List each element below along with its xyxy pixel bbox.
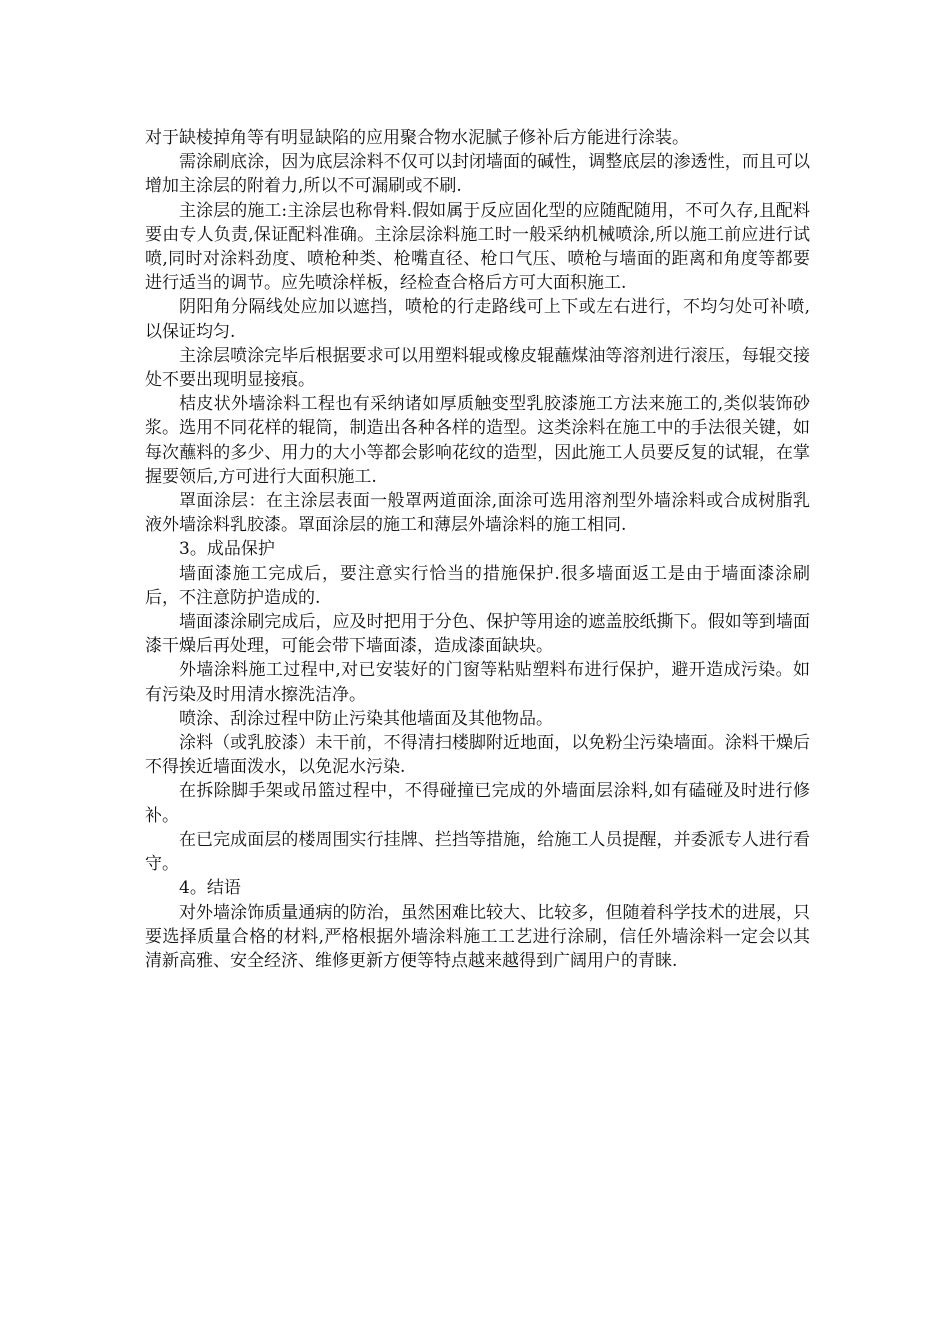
paragraph-scaffold-removal: 在拆除脚手架或吊篮过程中，不得碰撞已完成的外墙面层涂料,如有磕碰及时进行修补。 — [145, 781, 810, 826]
section-heading-protection: 3。成品保护 — [179, 539, 275, 560]
paragraph-signage: 在已完成面层的楼周围实行挂牌、拦挡等措施，给施工人员提醒，并委派专人进行看守。 — [145, 829, 810, 875]
paragraph-drying: 涂料（或乳胶漆）未干前，不得清扫楼脚附近地面，以免粉尘污染墙面。涂料干燥后不得挨近墙面泼水，以免泥水污染. — [145, 733, 810, 778]
paragraph-corner-masking: 阴阳角分隔线处应加以遮挡，喷枪的行走路线可上下或左右进行，不均匀处可补喷,以保证均匀. — [145, 297, 810, 342]
paragraph-conclusion: 对外墙涂饰质量通病的防治，虽然困难比较大、比较多，但随着科学技术的进展，只要选择质量合格的材料,严格根据外墙涂料施工工艺进行涂刷，信任外墙涂料一定会以其清新高雅、安全经济、维修更新方便等特点越来越得到广阔用户的青睐. — [145, 902, 810, 971]
paragraph-tape-removal: 墙面漆涂刷完成后，应及时把用于分色、保护等用途的遮盖胶纸撕下。假如等到墙面漆干燥后再处理，可能会带下墙面漆，造成漆面缺块。 — [145, 612, 810, 657]
paragraph-window-protection: 外墙涂料施工过程中,对已安装好的门窗等粘贴塑料布进行保护，避开造成污染。如有污染及时用清水擦洗洁净。 — [145, 660, 810, 705]
paragraph-orange-peel: 桔皮状外墙涂料工程也有采纳诸如厚质触变型乳胶漆施工方法来施工的,类似装饰砂浆。选用不同花样的辊筒，制造出各种各样的造型。这类涂料在施工中的手法很关键，如每次蘸料的多少、用力的大小等都会影响花纹的造型，因此施工人员要反复的试辊，在掌握要领后,方可进行大面积施工. — [145, 394, 810, 487]
section-heading-conclusion: 4。结语 — [179, 878, 241, 899]
paragraph-main-coat: 主涂层的施工:主涂层也称骨料.假如属于反应固化型的应随配随用，不可久存,且配料要由专人负责,保证配料准确。主涂层涂料施工时一般采纳机械喷涂,所以施工前应进行试喷,同时对涂料劲度、喷枪种类、枪嘴直径、枪口气压、喷枪与墙面的距离和角度等都要进行适当的调节。应先喷涂样板，经检查合格后方可大面积施工. — [145, 200, 810, 294]
paragraph-protection-intro: 墙面漆施工完成后，要注意实行恰当的措施保护.很多墙面返工是由于墙面漆涂刷后，不注意防护造成的. — [145, 563, 810, 608]
document-body — [145, 126, 810, 973]
paragraph-spray-pollution: 喷涂、刮涂过程中防止污染其他墙面及其他物品。 — [179, 708, 553, 729]
paragraph-rolling: 主涂层喷涂完毕后根据要求可以用塑料辊或橡皮辊蘸煤油等溶剂进行滚压，每辊交接处不要出现明显接痕。 — [145, 345, 810, 391]
paragraph-top-coat: 罩面涂层：在主涂层表面一般罩两道面涂,面涂可选用溶剂型外墙涂料或合成树脂乳液外墙涂料乳胶漆。罩面涂层的施工和薄层外墙涂料的施工相同. — [145, 491, 810, 536]
paragraph-defect-repair: 对于缺棱掉角等有明显缺陷的应用聚合物水泥腻子修补后方能进行涂装。 — [145, 128, 689, 148]
paragraph-base-coat: 需涂刷底涂，因为底层涂料不仅可以封闭墙面的碱性，调整底层的渗透性，而且可以增加主涂层的附着力,所以不可漏刷或不刷. — [145, 152, 810, 197]
